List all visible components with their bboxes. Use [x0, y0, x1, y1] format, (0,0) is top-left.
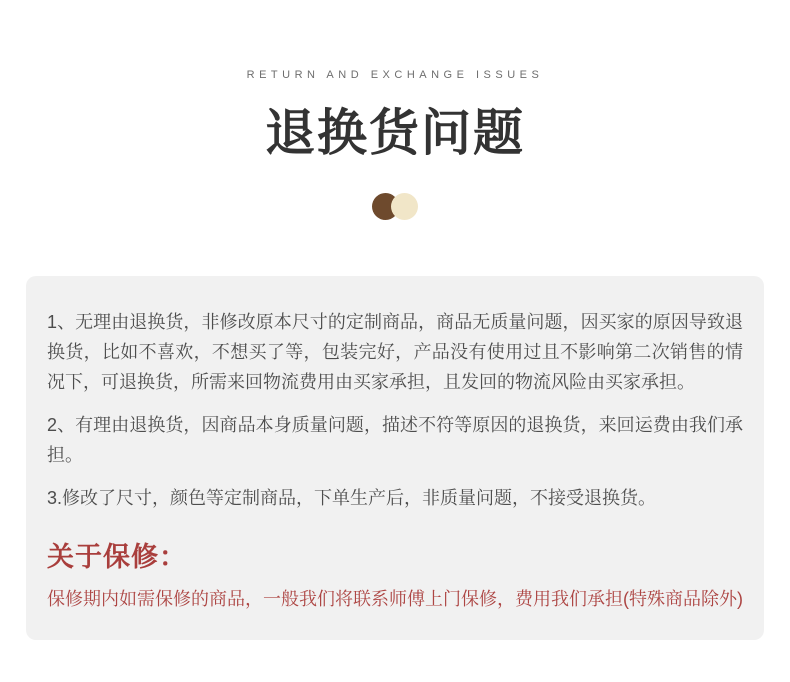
section-eyebrow: RETURN AND EXCHANGE ISSUES: [246, 69, 544, 81]
policy-panel: [26, 276, 764, 640]
policy-item-2: 2、有理由退换货，因商品本身质量问题，描述不符等原因的退换货，来回运费由我们承担。: [47, 415, 743, 465]
policy-item-3: 3.修改了尺寸，颜色等定制商品，下单生产后，非质量问题，不接受退换货。: [47, 488, 657, 508]
decorative-dots: [0, 193, 790, 221]
warranty-text: 保修期内如需保修的商品，一般我们将联系师傅上门保修，费用我们承担(特殊商品除外): [47, 589, 743, 609]
cream-dot-icon: [391, 193, 418, 220]
section-title: 退换货问题: [265, 105, 525, 161]
policy-item-1: 1、无理由退换货，非修改原本尺寸的定制商品，商品无质量问题，因买家的原因导致退换货，比如不喜欢，不想买了等，包装完好，产品没有使用过且不影响第二次销售的情况下，可退换货，所需来回物流费用由买家承担，且发回的物流风险由买家承担。: [47, 312, 743, 392]
warranty-heading: 关于保修：: [47, 542, 187, 572]
